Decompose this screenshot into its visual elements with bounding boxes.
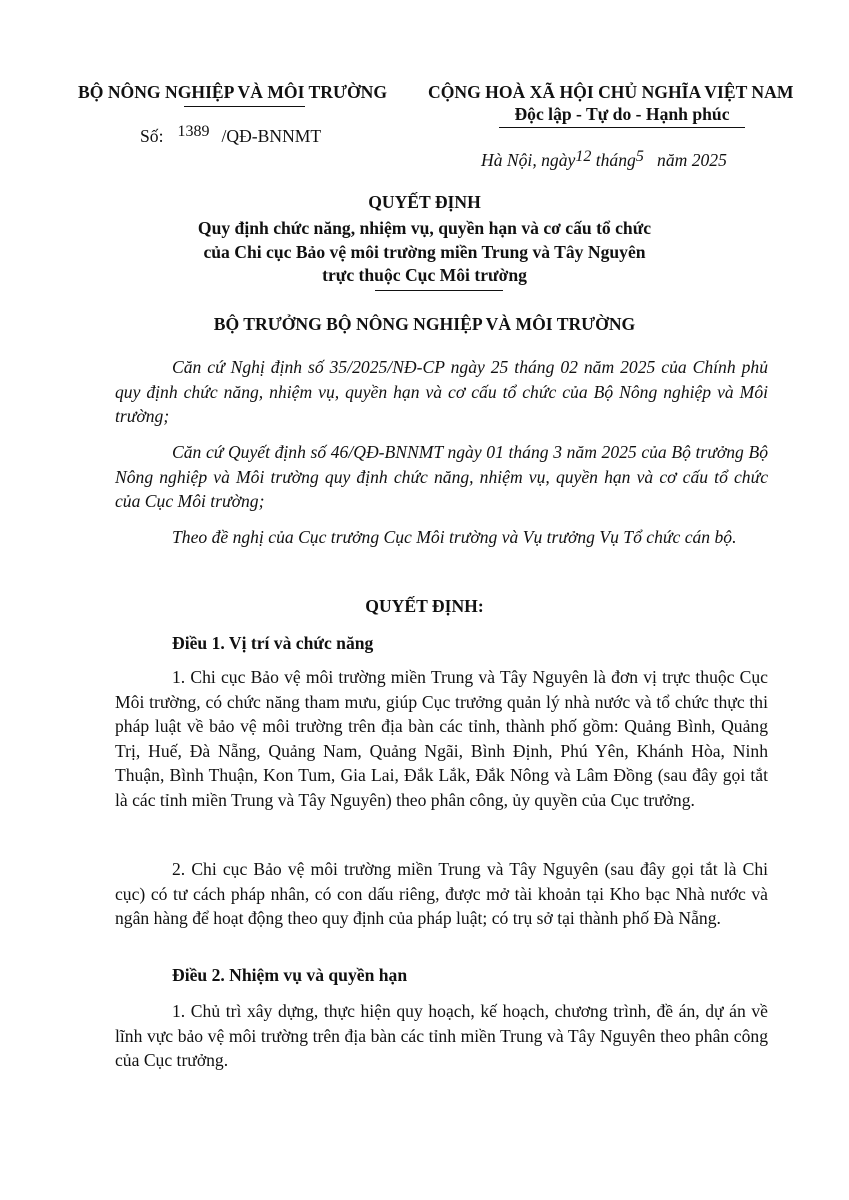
motto-block [499, 104, 745, 125]
subtitle-line-2: của Chi cục Bảo vệ môi trường miền Trung và Tây Nguyên [203, 242, 646, 262]
issue-date [481, 150, 727, 171]
subtitle-line-1: Quy định chức năng, nhiệm vụ, quyền hạn và cơ cấu tổ chức [197, 218, 652, 238]
date-prefix: Hà Nội, ngày [481, 150, 576, 170]
preamble-paragraph: Căn cứ Quyết định số 46/QĐ-BNNMT ngày 01 tháng 3 năm 2025 của Bộ trưởng Bộ Nông nghiệp và Môi trường quy định chức năng, nhiệm vụ, quyền hạn và cơ cấu tổ chức của Cục Môi trường; [115, 442, 768, 511]
date-day: 12 [575, 148, 592, 165]
agency-underline [184, 106, 305, 107]
number-suffix: /QĐ-BNNMT [221, 126, 322, 146]
document-type-title: QUYẾT ĐỊNH [368, 192, 481, 212]
article-1-clause-1: 1. Chi cục Bảo vệ môi trường miền Trung và Tây Nguyên là đơn vị trực thuộc Cục Môi trường, có chức năng tham mưu, giúp Cục trưởng quản lý nhà nước và tổ chức thực thi pháp luật về bảo vệ môi trường trên địa bàn các tỉnh, thành phố gồm: Quảng Bình, Quảng Trị, Huế, Đà Nẵng, Quảng Nam, Quảng Ngãi, Bình Định, Phú Yên, Khánh Hòa, Ninh Thuận, Bình Thuận, Kon Tum, Gia Lai, Đắk Lắk, Đắk Nông và Lâm Đồng (sau đây gọi tắt là các tỉnh miền Trung và Tây Nguyên) theo phân công, ủy quyền của Cục trưởng. [115, 667, 768, 810]
issuing-agency: BỘ NÔNG NGHIỆP VÀ MÔI TRƯỜNG [78, 82, 388, 102]
article-1-heading: Điều 1. Vị trí và chức năng [172, 633, 374, 653]
subtitle-line-3: trực thuộc Cục Môi trường [322, 265, 527, 285]
article-2-clause-1: 1. Chủ trì xây dựng, thực hiện quy hoạch, kế hoạch, chương trình, đề án, dự án về lĩnh vực bảo vệ môi trường trên địa bàn các tỉnh miền Trung và Tây Nguyên theo phân công của Cục trưởng. [115, 1001, 768, 1070]
motto-underline [499, 127, 745, 128]
number-prefix: Số: [140, 126, 164, 146]
issuing-authority: BỘ TRƯỞNG BỘ NÔNG NGHIỆP VÀ MÔI TRƯỜNG [213, 314, 636, 334]
article-1-clause-2: 2. Chi cục Bảo vệ môi trường miền Trung và Tây Nguyên (sau đây gọi tắt là Chi cục) có tư cách pháp nhân, có con dấu riêng, được mở tài khoản tại Kho bạc Nhà nước và ngân hàng để hoạt động theo quy định của pháp luật; có trụ sở tại thành phố Đà Nẵng. [115, 859, 768, 928]
date-month-label: tháng [595, 150, 636, 170]
article-2-heading: Điều 2. Nhiệm vụ và quyền hạn [172, 965, 408, 985]
decision-heading: QUYẾT ĐỊNH: [365, 596, 484, 616]
title-underline [375, 290, 503, 291]
national-motto: Độc lập - Tự do - Hạnh phúc [514, 104, 730, 124]
preamble-paragraph: Theo đề nghị của Cục trưởng Cục Môi trường và Vụ trưởng Vụ Tổ chức cán bộ. [172, 527, 737, 547]
preamble-paragraph: Căn cứ Nghị định số 35/2025/NĐ-CP ngày 25 tháng 02 năm 2025 của Chính phủ quy định chức năng, nhiệm vụ, quyền hạn và cơ cấu tổ chức của Bộ Nông nghiệp và Môi trường; [115, 357, 768, 426]
date-month: 5 [635, 148, 644, 165]
date-year: năm 2025 [657, 150, 727, 170]
national-title: CỘNG HOÀ XÃ HỘI CHỦ NGHĨA VIỆT NAM [428, 82, 794, 102]
number-value: 1389 [177, 123, 210, 140]
document-number [140, 123, 322, 147]
